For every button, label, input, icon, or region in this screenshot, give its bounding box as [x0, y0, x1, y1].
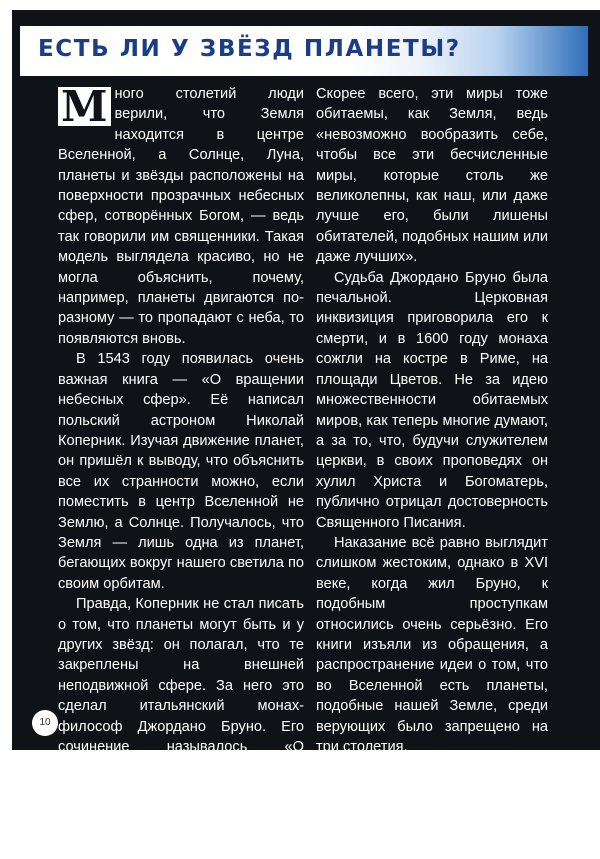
paragraph: Правда, Коперник не стал писать о том, что планеты могут быть и у других звёзд: он полагал, что те закреплены на внешней неподвижной сфере. За него это сделал итальянский монах-философ Джордано Бруно. Его сочинение называлось «О бесконечности, вселенной и мирах», а под «мирами» он понимал именно системы звёзд с планетами. Бруно утверждал: их количество огромно! [58, 596, 304, 858]
left-column [58, 84, 304, 859]
page-title: ЕСТЬ ЛИ У ЗВЁЗД ПЛАНЕТЫ? [38, 36, 461, 62]
paragraph: Скорее всего, эти миры тоже обитаемы, как Земля, ведь «невозможно вообразить себе, чтобы все эти бесчисленные миры, которые столь же великолепны, как наш, или даже лучше его, были лишены обитателей, подобных нашим или даже лучших». [316, 86, 548, 266]
paragraph-text: ного столетий люди верили, что Земля находится в центре Вселенной, а Солнце, Луна, планеты и звёзды расположены на поверхности прозрачных небесных сфер, сотворённых Богом, — ведь так говорили им священники. Такая модель выглядела красиво, но не могла объяснить, почему, например, планеты двигаются по-разному — то пропадают с неба, то появляются вновь. [58, 86, 304, 347]
header-banner [20, 26, 588, 76]
paragraph: Судьба Джордано Бруно была печальной. Церковная инквизиция приговорила его к смерти, и в 1600 году монаха сожгли на костре в Риме, на площади Цветов. Не за идею множественности обитаемых миров, как теперь многие думают, а за то, что, будучи служителем церкви, в своих проповедях он хулил Христа и Богоматерь, публично отрицал достоверность Священного Писания. [316, 269, 548, 531]
paragraph [58, 84, 304, 349]
page-number: 10 [32, 710, 58, 736]
paragraph: Наказание всё равно выглядит слишком жестоким, однако в XVI веке, когда жил Бруно, к подобным проступкам относились очень серьёзно. Его книги изъяли из обращения, а распространение идеи о том, что во Вселенной есть планеты, подобные нашей Земле, среди верующих было запрещено на три столетия. [316, 534, 548, 755]
right-column [316, 84, 548, 859]
drop-cap: М [58, 87, 111, 126]
paragraph: В 1543 году появилась очень важная книга — «О вращении небесных сфер». Её написал польский астроном Николай Коперник. Изучая движение планет, он пришёл к выводу, что объяснить все их странности можно, если поместить в центр Вселенной не Землю, а Солнце. Получалось, что Земля — лишь одна из планет, бегающих вокруг нашего светила по своим орбитам. [58, 351, 304, 592]
paragraph: Но учёные в поисках истины всегда обходили запреты, поэтому труды Коперника и Бруно продолжали обсуждать в научных кругах. [316, 759, 548, 858]
